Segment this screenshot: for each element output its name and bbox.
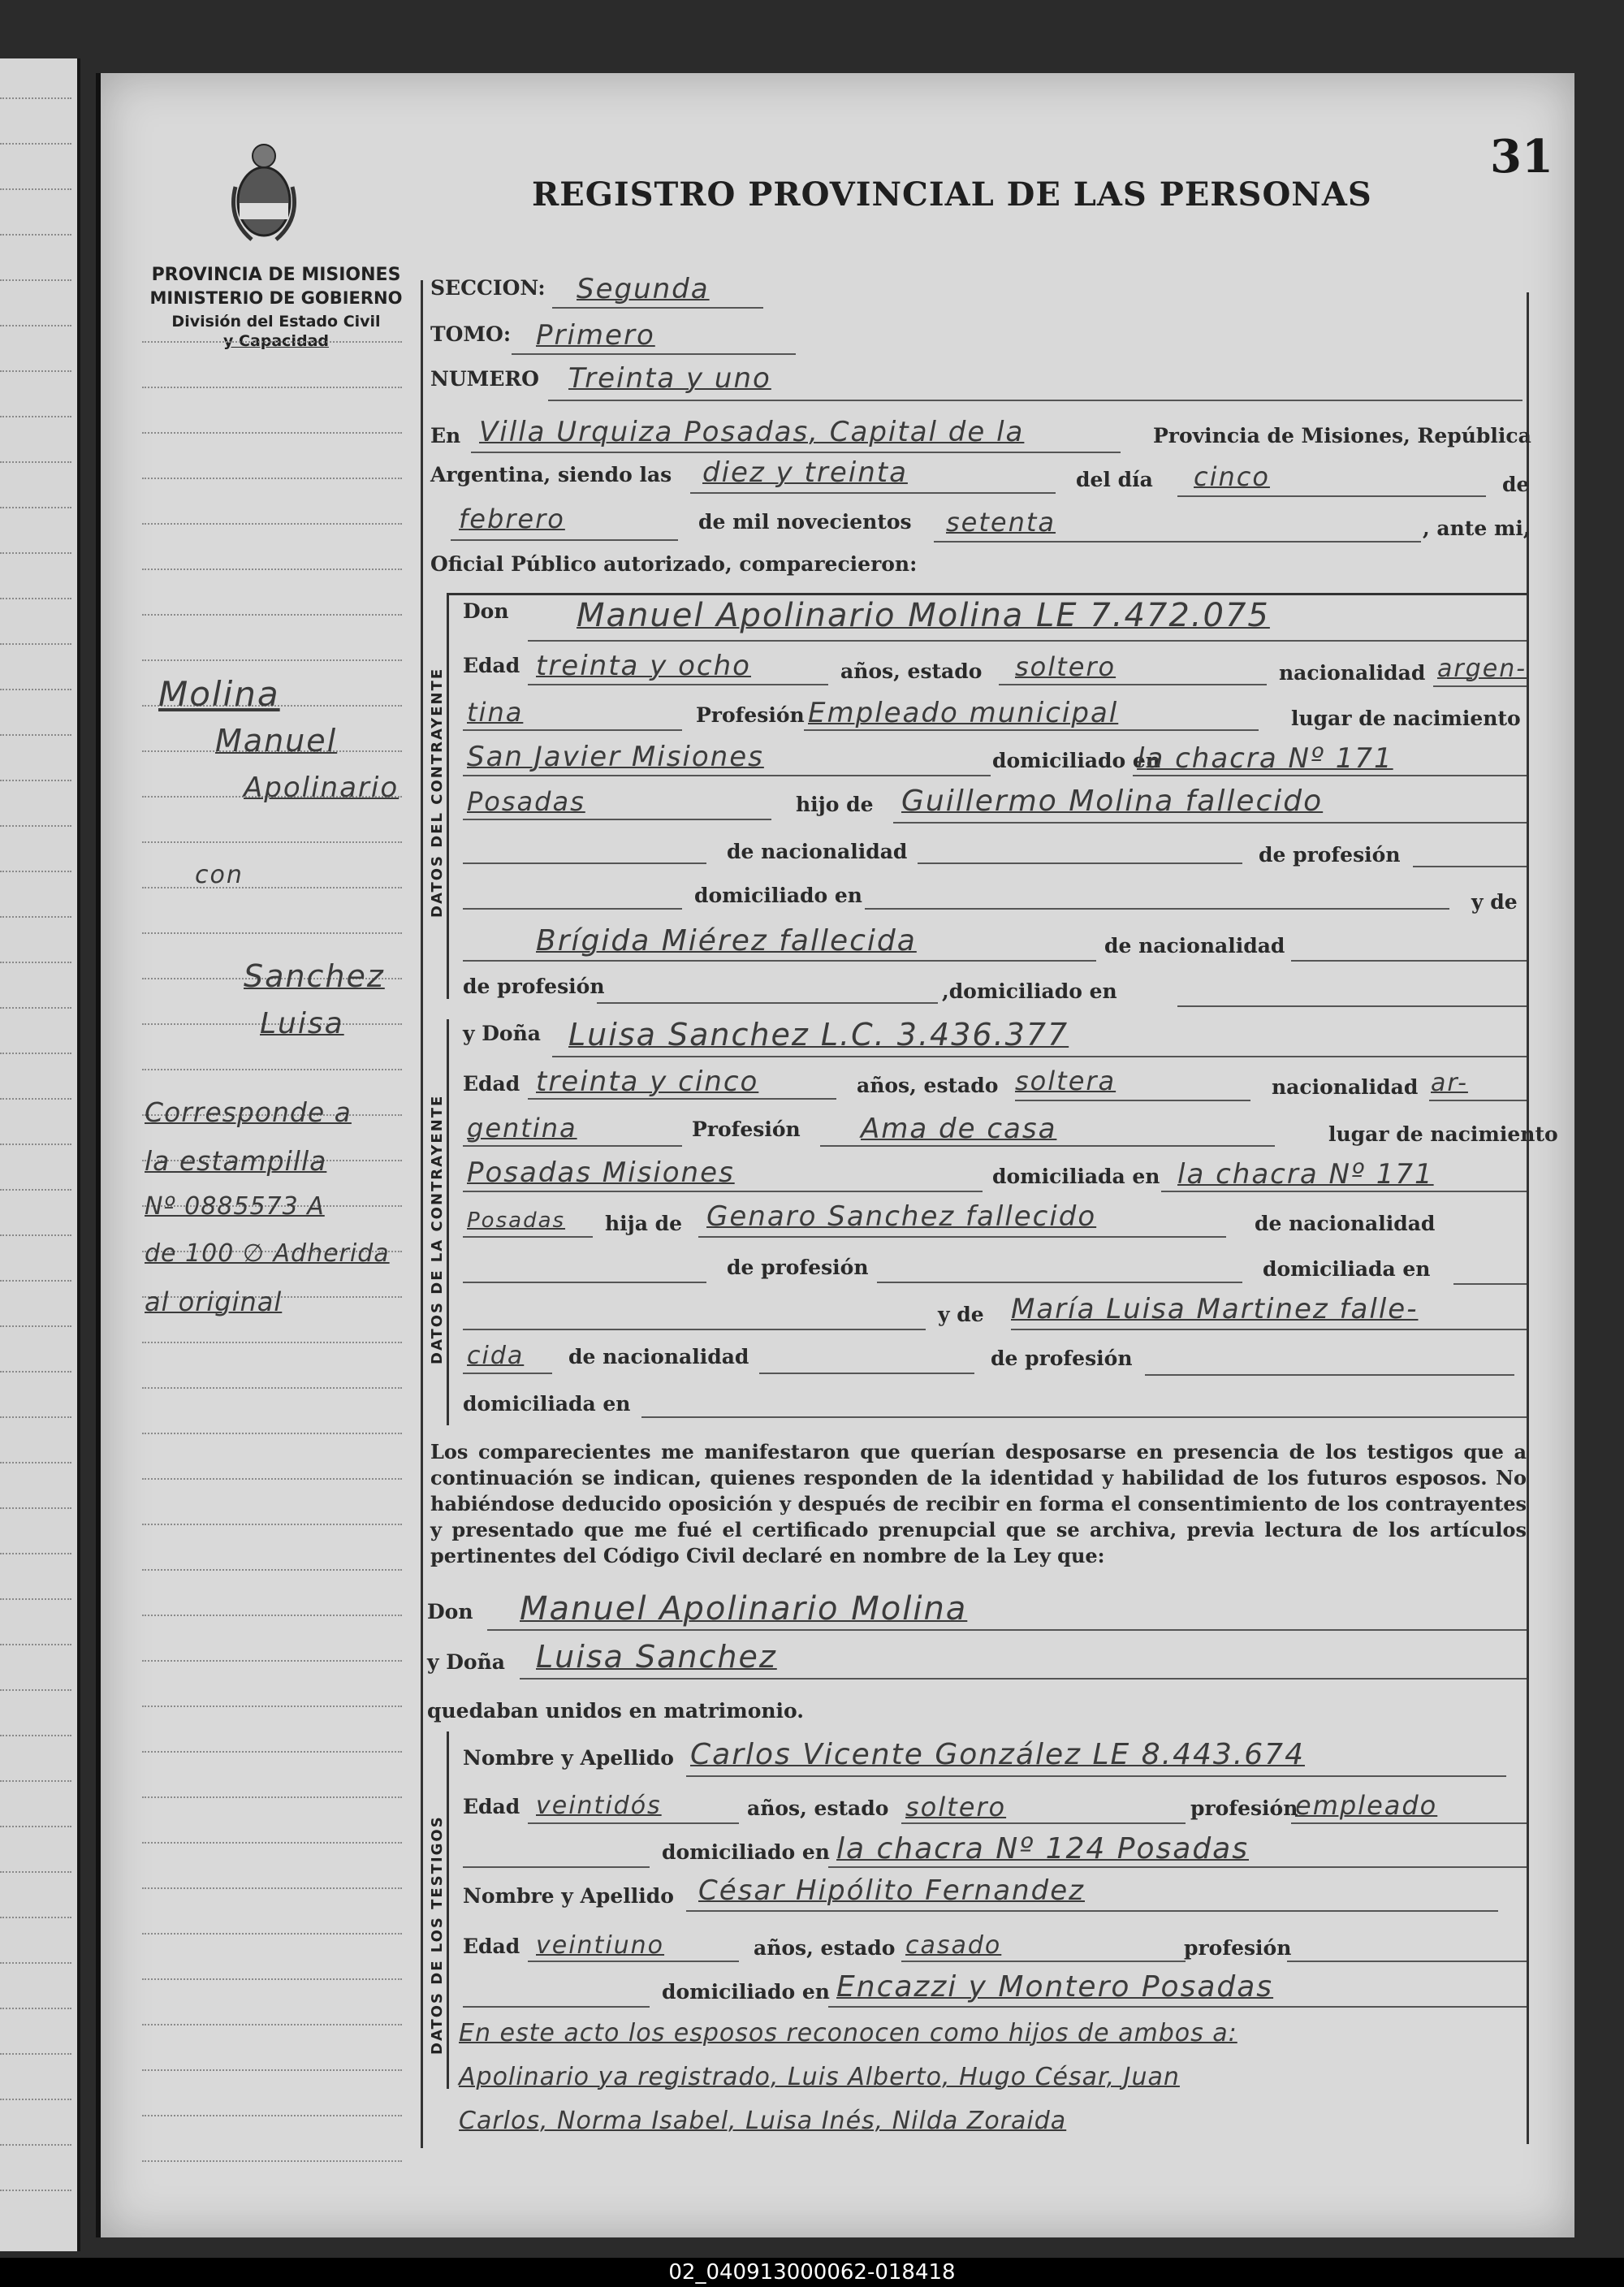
binder-rule-line xyxy=(0,1371,71,1373)
binder-rule-line xyxy=(0,689,71,690)
t2-domicilio: Encazzi y Montero Posadas xyxy=(836,1970,1274,2004)
margin-surname-2: Sanchez xyxy=(244,958,385,994)
binder-rule-line xyxy=(0,1507,71,1509)
contrayente-nacionalidad-a: argen- xyxy=(1437,655,1527,683)
binder-rule-line xyxy=(0,97,71,99)
margin-first-name: Manuel xyxy=(215,723,338,759)
t1-edad: veintidós xyxy=(536,1792,662,1820)
binder-rule-line xyxy=(0,2099,71,2100)
margin-stamp-3: Nº 0885573 A xyxy=(145,1192,325,1221)
binder-rule-line xyxy=(0,643,71,645)
profesion-label: Profesión xyxy=(696,703,805,727)
anios-estado-label: años, estado xyxy=(840,659,983,683)
de-mil-text: de mil novecientos xyxy=(698,510,912,534)
t2-nombre-label: Nombre y Apellido xyxy=(463,1884,674,1908)
org-division: División del Estado Civil xyxy=(171,313,381,331)
binder-rule-line xyxy=(0,370,71,372)
y-de-label: y de xyxy=(1471,890,1518,914)
contrayente-profesion: Empleado municipal xyxy=(808,697,1119,729)
binder-rule-line xyxy=(0,1553,71,1554)
contrayenta-domicilio-b: Posadas xyxy=(467,1208,566,1233)
anio-value: setenta xyxy=(946,507,1056,538)
binder-rule-line xyxy=(0,507,71,508)
t1-edad-label: Edad xyxy=(463,1795,520,1818)
padre-domicilio-label: domiciliado en xyxy=(694,884,862,907)
madre-domicilio-label: ,domiciliado en xyxy=(942,979,1117,1003)
contrayente-lugar: San Javier Misiones xyxy=(467,741,764,773)
note-line-2: Apolinario ya registrado, Luis Alberto, Hugo César, Juan xyxy=(459,2063,1180,2091)
margin-rule-line xyxy=(142,1524,402,1525)
binder-rule-line xyxy=(0,2144,71,2146)
t1-nombre-label: Nombre y Apellido xyxy=(463,1746,674,1770)
de-label: de xyxy=(1502,473,1530,496)
del-dia-label: del día xyxy=(1076,468,1153,491)
padre-domicilio-label-2: domiciliada en xyxy=(1263,1257,1431,1281)
image-id-footer: 02_040913000062-018418 xyxy=(0,2258,1624,2287)
binder-rule-line xyxy=(0,1644,71,1645)
margin-first-name-2: Luisa xyxy=(260,1007,344,1040)
contrayenta-madre-a: María Luisa Martinez falle- xyxy=(1011,1293,1419,1325)
binder-rule-line xyxy=(0,416,71,417)
binder-rule-line xyxy=(0,780,71,781)
tomo-label: TOMO: xyxy=(430,322,512,346)
numero-label: NUMERO xyxy=(430,367,539,391)
margin-rule-line xyxy=(142,1433,402,1434)
argentina-text: Argentina, siendo las xyxy=(430,463,672,486)
org-ministry: MINISTERIO DE GOBIERNO xyxy=(149,288,403,308)
binder-rule-line xyxy=(0,916,71,918)
lugar-nacimiento-label: lugar de nacimiento xyxy=(1291,707,1521,730)
margin-rule-line xyxy=(142,387,402,388)
t1-profesion: empleado xyxy=(1295,1790,1438,1821)
contrayente-side-label: DATOS DEL CONTRAYENTE xyxy=(429,667,446,918)
testigos-side-label: DATOS DE LOS TESTIGOS xyxy=(429,1815,446,2055)
testigos-rule xyxy=(447,1731,449,2089)
main-left-rule xyxy=(421,280,423,2148)
margin-rule-line xyxy=(142,1069,402,1070)
contrayente-top-rule xyxy=(447,593,1527,595)
note-line-1: En este acto los esposos reconocen como hijos de ambos a: xyxy=(459,2019,1237,2047)
margin-rule-line xyxy=(142,1978,402,1980)
madre-domicilio-label-2: domiciliada en xyxy=(463,1392,631,1416)
margin-rule-line xyxy=(142,2160,402,2162)
margin-rule-line xyxy=(142,432,402,434)
binder-rule-line xyxy=(0,1189,71,1191)
contrayenta-madre-b: cida xyxy=(467,1342,525,1370)
contrayente-madre: Brígida Miérez fallecida xyxy=(536,924,917,958)
contrayenta-estado: soltera xyxy=(1015,1066,1116,1096)
padre-nacionalidad-label: de nacionalidad xyxy=(727,840,908,863)
dia-value: cinco xyxy=(1194,461,1270,492)
contrayenta-lugar: Posadas Misiones xyxy=(467,1156,735,1189)
binder-rule-line xyxy=(0,1416,71,1418)
contrayenta-rule xyxy=(447,1019,449,1425)
t2-estado: casado xyxy=(905,1931,1002,1960)
hora-value: diez y treinta xyxy=(702,456,908,489)
margin-rule-line xyxy=(142,841,402,843)
contrayenta-profesion: Ama de casa xyxy=(861,1113,1057,1145)
margin-rule-line xyxy=(142,1887,402,1889)
declaration-paragraph: Los comparecientes me manifestaron que querían desposarse en presencia de los testigos que a continuación se indican, quienes responden de la identidad y habilidad de los futuros esposos. No habiéndose deducido oposición y después de recibir en forma el consentimiento de los contrayentes y presentado que me fué el certificado prenupcial que se archiva, previa lectura de los artículos pertinentes del Código Civil declaré en nombre de la Ley que: xyxy=(430,1440,1527,1567)
margin-rule-line xyxy=(142,1569,402,1571)
oficial-text: Oficial Público autorizado, comparecieron: xyxy=(430,552,918,576)
org-division-2: y Capacidad xyxy=(223,332,329,350)
binder-rule-line xyxy=(0,279,71,281)
margin-rule-line xyxy=(142,341,402,343)
binder-rule-line xyxy=(0,1962,71,1964)
tomo-value: Primero xyxy=(536,319,655,352)
anios-estado-label-2: años, estado xyxy=(857,1074,999,1097)
org-province: PROVINCIA DE MISIONES xyxy=(151,265,401,285)
domiciliada-label: domiciliada en xyxy=(992,1165,1160,1188)
y-de-label-2: y de xyxy=(938,1303,984,1326)
margin-stamp-4: de 100 ∅ Adherida xyxy=(145,1239,390,1268)
binder-rule-line xyxy=(0,143,71,145)
margin-rule-line xyxy=(142,1342,402,1343)
padre-nacionalidad-label-2: de nacionalidad xyxy=(1255,1212,1436,1235)
margin-rule-line xyxy=(142,2024,402,2025)
margin-con: con xyxy=(195,861,244,889)
ante-mi-text: , ante mi, xyxy=(1423,517,1531,540)
t1-anios-estado: años, estado xyxy=(747,1796,889,1820)
t1-domicilio: la chacra Nº 124 Posadas xyxy=(836,1832,1249,1865)
contrayente-domicilio-a: la chacra Nº 171 xyxy=(1137,742,1393,775)
margin-rule-line xyxy=(142,1933,402,1935)
binder-rule-line xyxy=(0,552,71,554)
binder-rule-line xyxy=(0,1917,71,1918)
margin-rule-line xyxy=(142,523,402,525)
margin-rule-line xyxy=(142,1615,402,1616)
contrayenta-domicilio-a: la chacra Nº 171 xyxy=(1177,1158,1434,1191)
edad-label-2: Edad xyxy=(463,1072,520,1096)
margin-rule-line xyxy=(142,887,402,888)
domiciliado-label: domiciliado en xyxy=(992,749,1160,772)
binder-rule-line xyxy=(0,1871,71,1873)
org-block xyxy=(138,265,414,350)
note-line-3: Carlos, Norma Isabel, Luisa Inés, Nilda Zoraida xyxy=(459,2107,1067,2135)
contrayenta-nacionalidad-b: gentina xyxy=(467,1113,577,1144)
contrayenta-side-label: DATOS DE LA CONTRAYENTE xyxy=(429,1094,446,1364)
madre-nacionalidad-label: de nacionalidad xyxy=(1104,934,1285,958)
page-number: 31 xyxy=(1490,130,1553,184)
binder-rule-line xyxy=(0,1234,71,1236)
declaration-don-label: Don xyxy=(427,1600,473,1623)
coat-of-arms-icon xyxy=(227,138,300,248)
margin-rule-line xyxy=(142,932,402,934)
seccion-label: SECCION: xyxy=(430,276,546,300)
t1-profesion-label: profesión xyxy=(1190,1796,1298,1820)
binder-rule-line xyxy=(0,1735,71,1736)
margin-rule-line xyxy=(142,1706,402,1707)
hijo-de-label: hijo de xyxy=(796,793,874,816)
t2-nombre: César Hipólito Fernandez xyxy=(698,1874,1085,1907)
numero-value: Treinta y uno xyxy=(568,362,771,395)
madre-nacionalidad-label-2: de nacionalidad xyxy=(568,1345,749,1368)
binder-rule-line xyxy=(0,1462,71,1463)
margin-rule-line xyxy=(142,1842,402,1844)
hija-de-label: hija de xyxy=(605,1212,683,1235)
margin-rule-line xyxy=(142,569,402,570)
binder-rule-line xyxy=(0,598,71,599)
binder-rule-line xyxy=(0,1325,71,1327)
madre-profesion-label: de profesión xyxy=(463,975,605,998)
t2-anios-estado: años, estado xyxy=(754,1936,896,1960)
contrayenta-nombre: Luisa Sanchez L.C. 3.436.377 xyxy=(568,1017,1069,1053)
contrayente-nacionalidad-b: tina xyxy=(467,697,524,728)
binder-rule-line xyxy=(0,871,71,872)
seccion-value: Segunda xyxy=(577,273,710,305)
margin-rule-line xyxy=(142,1660,402,1662)
en-label: En xyxy=(430,424,461,447)
margin-rule-line xyxy=(142,478,402,479)
dona-label: y Doña xyxy=(463,1022,541,1045)
binder-rule-line xyxy=(0,1689,71,1691)
contrayente-padre: Guillermo Molina fallecido xyxy=(901,785,1324,818)
page-title: REGISTRO PROVINCIAL DE LAS PERSONAS xyxy=(532,175,1372,214)
profesion-label-2: Profesión xyxy=(692,1118,801,1141)
binder-rule-line xyxy=(0,1598,71,1600)
t1-domicilio-label: domiciliado en xyxy=(662,1840,830,1864)
contrayente-rule xyxy=(447,593,449,999)
t2-edad: veintiuno xyxy=(536,1931,665,1960)
t1-estado: soltero xyxy=(905,1792,1007,1822)
binder-rule-line xyxy=(0,325,71,326)
contrayente-nombre: Manuel Apolinario Molina LE 7.472.075 xyxy=(577,597,1270,634)
declaration-don-nombre: Manuel Apolinario Molina xyxy=(520,1590,968,1628)
margin-stamp-2: la estampilla xyxy=(145,1145,327,1177)
margin-rule-line xyxy=(142,1478,402,1480)
contrayenta-nacionalidad-a: ar- xyxy=(1431,1069,1468,1097)
binder-rule-line xyxy=(0,825,71,827)
contrayente-edad: treinta y ocho xyxy=(536,650,751,682)
t2-domicilio-label: domiciliado en xyxy=(662,1980,830,2004)
margin-rule-line xyxy=(142,1751,402,1753)
binder-rule-line xyxy=(0,188,71,190)
padre-profesion-label: de profesión xyxy=(1259,843,1401,867)
margin-rule-line xyxy=(142,2069,402,2071)
binder-rule-line xyxy=(0,1144,71,1145)
binder-rule-line xyxy=(0,1826,71,1827)
contrayente-estado: soltero xyxy=(1015,651,1116,682)
binder-strip xyxy=(0,58,80,2251)
padre-profesion-label-2: de profesión xyxy=(727,1256,869,1279)
binder-rule-line xyxy=(0,2008,71,2009)
declaration-dona-nombre: Luisa Sanchez xyxy=(536,1639,777,1675)
t2-edad-label: Edad xyxy=(463,1935,520,1958)
main-right-rule xyxy=(1527,292,1529,2144)
quedaban-text: quedaban unidos en matrimonio. xyxy=(427,1699,804,1723)
edad-label: Edad xyxy=(463,654,520,677)
provincia-text: Provincia de Misiones, República xyxy=(1153,424,1531,447)
mes-value: febrero xyxy=(459,504,565,534)
lugar-value: Villa Urquiza Posadas, Capital de la xyxy=(479,416,1025,448)
nacionalidad-label: nacionalidad xyxy=(1279,661,1426,685)
margin-stamp-1: Corresponde a xyxy=(145,1096,352,1128)
binder-rule-line xyxy=(0,1780,71,1782)
nacionalidad-label-2: nacionalidad xyxy=(1272,1075,1419,1099)
contrayenta-edad: treinta y cinco xyxy=(536,1066,759,1098)
binder-rule-line xyxy=(0,1280,71,1282)
declaration-dona-label: y Doña xyxy=(427,1650,505,1674)
binder-rule-line xyxy=(0,962,71,963)
madre-profesion-label-2: de profesión xyxy=(991,1347,1133,1370)
t1-nombre: Carlos Vicente González LE 8.443.674 xyxy=(690,1738,1305,1771)
t2-profesion-label: profesión xyxy=(1184,1936,1292,1960)
contrayenta-padre: Genaro Sanchez fallecido xyxy=(706,1200,1097,1233)
don-label: Don xyxy=(463,599,509,623)
binder-rule-line xyxy=(0,234,71,236)
margin-middle-name: Apolinario xyxy=(244,772,400,804)
binder-rule-line xyxy=(0,734,71,736)
margin-rule-line xyxy=(142,1796,402,1798)
binder-rule-line xyxy=(0,461,71,463)
lugar-nacimiento-label-2: lugar de nacimiento xyxy=(1328,1122,1558,1146)
margin-stamp-5: al original xyxy=(145,1286,283,1317)
margin-rule-line xyxy=(142,2115,402,2116)
margin-rule-line xyxy=(142,1387,402,1389)
binder-rule-line xyxy=(0,2053,71,2055)
margin-rule-line xyxy=(142,659,402,661)
binder-rule-line xyxy=(0,1098,71,1100)
margin-surname: Molina xyxy=(158,674,280,714)
binder-rule-line xyxy=(0,1053,71,1054)
binder-rule-line xyxy=(0,2190,71,2191)
binder-rule-line xyxy=(0,1007,71,1009)
contrayente-domicilio-b: Posadas xyxy=(467,786,585,817)
margin-rule-line xyxy=(142,614,402,616)
